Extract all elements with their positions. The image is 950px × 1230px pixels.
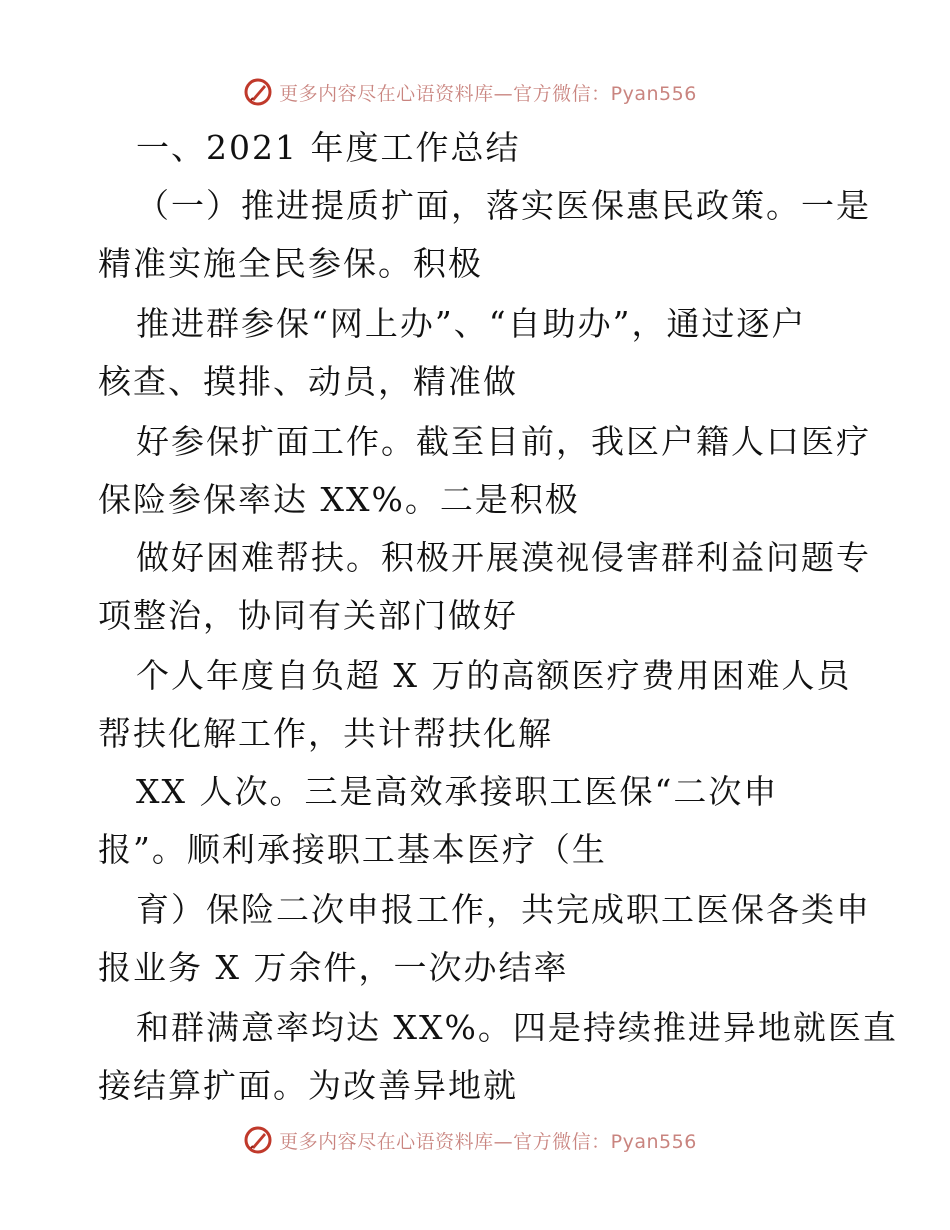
paragraph-line: 核查、摸排、动员，精准做 xyxy=(98,362,518,401)
paragraph-line: 推进群参保“网上办”、“自助办”，通过逐户 xyxy=(136,304,807,343)
paragraph-line: 帮扶化解工作，共计帮扶化解 xyxy=(98,714,553,753)
paragraph-line: 接结算扩面。为改善异地就 xyxy=(98,1066,518,1105)
paragraph-line: 好参保扩面工作。截至目前，我区户籍人口医疗 xyxy=(136,422,871,461)
paragraph-line: 报业务 X 万余件，一次办结率 xyxy=(98,948,569,987)
watermark-text: 更多内容尽在心语资料库—官方微信：Pyan556 xyxy=(279,82,697,105)
section-heading: 一、2021 年度工作总结 xyxy=(136,128,521,167)
paragraph-line: 保险参保率达 XX%。二是积极 xyxy=(98,480,580,519)
paragraph-line: 报”。顺利承接职工基本医疗（生 xyxy=(98,830,607,869)
paragraph-line: （一）推进提质扩面，落实医保惠民政策。一是 xyxy=(136,186,871,225)
paragraph-line: 做好困难帮扶。积极开展漠视侵害群利益问题专 xyxy=(136,538,871,577)
header-watermark xyxy=(0,72,950,112)
paragraph-line: 育）保险二次申报工作，共完成职工医保各类申 xyxy=(136,890,871,929)
paragraph-line: 精准实施全民参保。积极 xyxy=(98,244,483,283)
paragraph-line: XX 人次。三是高效承接职工医保“二次申 xyxy=(136,772,779,811)
paragraph-line: 个人年度自负超 X 万的高额医疗费用困难人员 xyxy=(136,656,852,695)
watermark-text: 更多内容尽在心语资料库—官方微信：Pyan556 xyxy=(279,1130,697,1153)
feather-pen-circle-logo-icon xyxy=(243,1125,273,1155)
paragraph-line: 和群满意率均达 XX%。四是持续推进异地就医直 xyxy=(136,1008,898,1047)
footer-watermark xyxy=(0,1120,950,1160)
feather-pen-circle-logo-icon xyxy=(243,77,273,107)
paragraph-line: 项整治，协同有关部门做好 xyxy=(98,596,518,635)
